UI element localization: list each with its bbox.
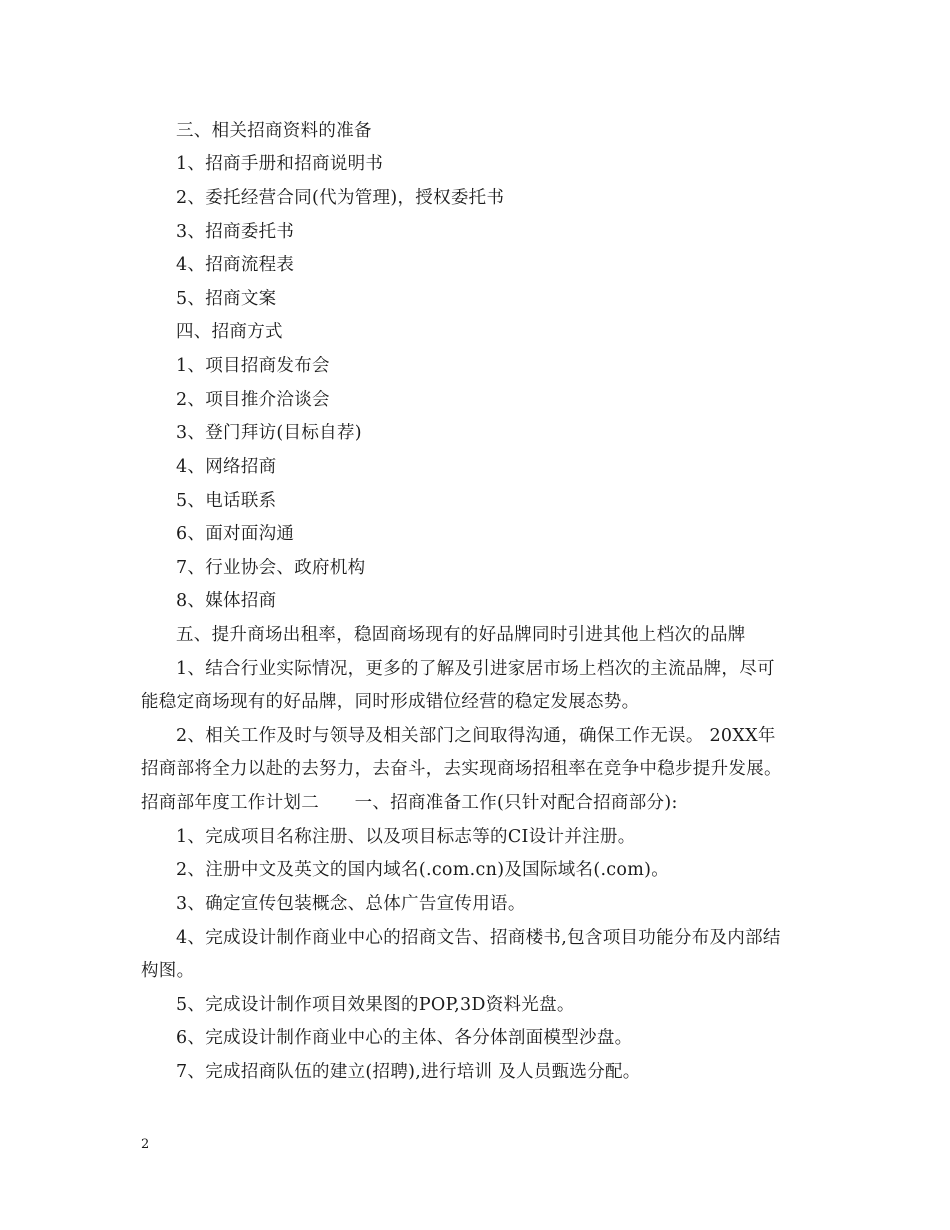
list-item: 3、确定宣传包装概念、总体广告宣传用语。 <box>176 894 526 914</box>
list-item: 6、完成设计制作商业中心的主体、各分体剖面模型沙盘。 <box>176 1028 633 1048</box>
paragraph-line: 能稳定商场现有的好品牌，同时形成错位经营的稳定发展态势。 <box>141 692 640 712</box>
section-heading-4: 四、招商方式 <box>176 322 283 342</box>
list-item: 7、完成招商队伍的建立(招聘),进行培训 及人员甄选分配。 <box>176 1062 641 1082</box>
list-item: 4、招商流程表 <box>176 255 295 275</box>
paragraph-line: 2、相关工作及时与领导及相关部门之间取得沟通，确保工作无误。 20XX年 <box>176 726 776 746</box>
list-item: 5、电话联系 <box>176 491 277 511</box>
paragraph-line: 1、结合行业实际情况，更多的了解及引进家居市场上档次的主流品牌，尽可 <box>176 659 775 679</box>
list-item: 1、项目招商发布会 <box>176 356 330 376</box>
list-item: 3、招商委托书 <box>176 222 295 242</box>
page-number: 2 <box>141 1137 150 1152</box>
list-item: 6、面对面沟通 <box>176 524 295 544</box>
list-item: 2、项目推介洽谈会 <box>176 390 330 410</box>
list-item: 4、完成设计制作商业中心的招商文告、招商楼书,包含项目功能分布及内部结 <box>176 928 781 948</box>
list-item: 5、招商文案 <box>176 289 277 309</box>
paragraph-line: 招商部将全力以赴的去努力，去奋斗，去实现商场招租率在竞争中稳步提升发展。 <box>141 759 782 779</box>
list-item: 2、注册中文及英文的国内域名(.com.cn)及国际域名(.com)。 <box>176 860 670 880</box>
list-item: 3、登门拜访(目标自荐) <box>176 423 362 443</box>
plan-heading: 招商部年度工作计划二 一、招商准备工作(只针对配合招商部分): <box>141 793 678 813</box>
list-item: 1、完成项目名称注册、以及项目标志等的CI设计并注册。 <box>176 827 636 847</box>
list-item-continuation: 构图。 <box>141 961 195 981</box>
list-item: 7、行业协会、政府机构 <box>176 558 366 578</box>
section-heading-5: 五、提升商场出租率，稳固商场现有的好品牌同时引进其他上档次的品牌 <box>176 625 746 645</box>
list-item: 4、网络招商 <box>176 457 277 477</box>
list-item: 2、委托经营合同(代为管理)，授权委托书 <box>176 188 505 208</box>
section-heading-3: 三、相关招商资料的准备 <box>176 121 372 141</box>
list-item: 1、招商手册和招商说明书 <box>176 154 384 174</box>
list-item: 8、媒体招商 <box>176 591 277 611</box>
list-item: 5、完成设计制作项目效果图的POP,3D资料光盘。 <box>176 995 575 1015</box>
